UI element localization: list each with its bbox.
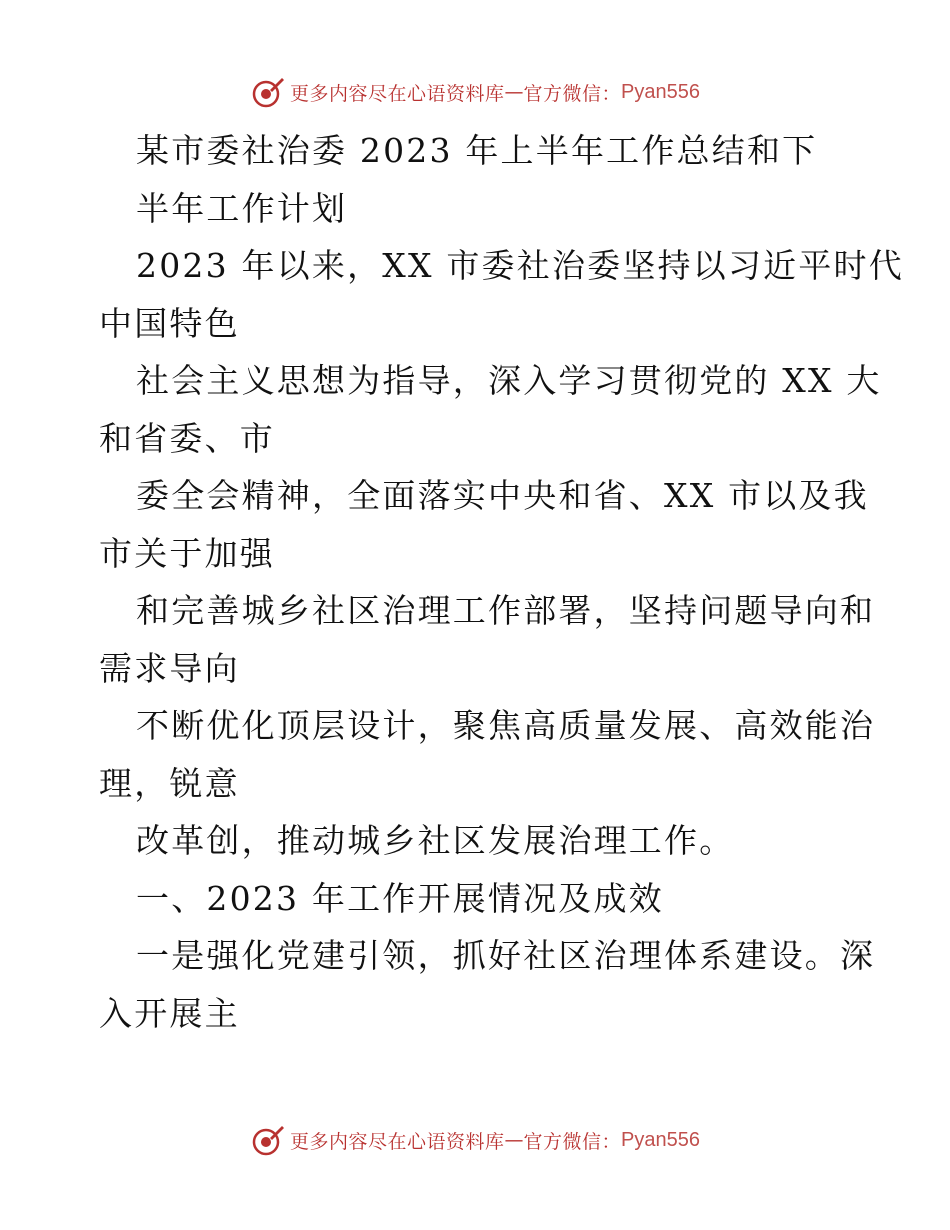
text-line: 需求导向 bbox=[99, 648, 240, 688]
text-line: 市关于加强 bbox=[99, 533, 275, 573]
text-line: 某市委社治委 2023 年上半年工作总结和下 bbox=[136, 131, 818, 170]
text-line: 中国特色 bbox=[99, 303, 240, 343]
text-line: 入开展主 bbox=[99, 993, 240, 1033]
watermark-text: 更多内容尽在心语资料库 bbox=[290, 82, 505, 105]
text-line: 一、2023 年工作开展情况及成效 bbox=[136, 878, 664, 918]
watermark-wechat-id: Pyan556 bbox=[621, 1128, 700, 1151]
header-watermark bbox=[0, 72, 950, 112]
text-line: 和完善城乡社区治理工作部署，坚持问题导向和 bbox=[136, 591, 876, 630]
watermark-separator: — bbox=[504, 81, 524, 103]
pen-logo-icon bbox=[250, 1122, 286, 1158]
text-line: 2023 年以来，XX 市委社治委坚持以习近平时代 bbox=[136, 246, 904, 285]
watermark-wechat-label: 官方微信： bbox=[523, 1130, 622, 1153]
watermark-separator: — bbox=[504, 1129, 524, 1151]
text-line: 半年工作计划 bbox=[136, 188, 348, 228]
pen-logo-icon bbox=[250, 74, 286, 110]
watermark-text: 更多内容尽在心语资料库 bbox=[290, 1130, 505, 1153]
footer-watermark bbox=[0, 1120, 950, 1160]
document-body bbox=[99, 122, 904, 1042]
watermark-wechat-id: Pyan556 bbox=[621, 80, 700, 103]
text-line: 社会主义思想为指导，深入学习贯彻党的 XX 大 bbox=[136, 361, 882, 400]
watermark-wechat-label: 官方微信： bbox=[523, 82, 622, 105]
text-line: 一是强化党建引领，抓好社区治理体系建设。深 bbox=[136, 936, 876, 975]
text-line: 改革创，推动城乡社区发展治理工作。 bbox=[136, 821, 735, 860]
text-line: 理，锐意 bbox=[99, 763, 240, 803]
text-line: 委全会精神，全面落实中央和省、XX 市以及我 bbox=[136, 476, 869, 515]
text-line: 和省委、市 bbox=[99, 418, 275, 458]
text-line: 不断优化顶层设计，聚焦高质量发展、高效能治 bbox=[136, 706, 876, 745]
